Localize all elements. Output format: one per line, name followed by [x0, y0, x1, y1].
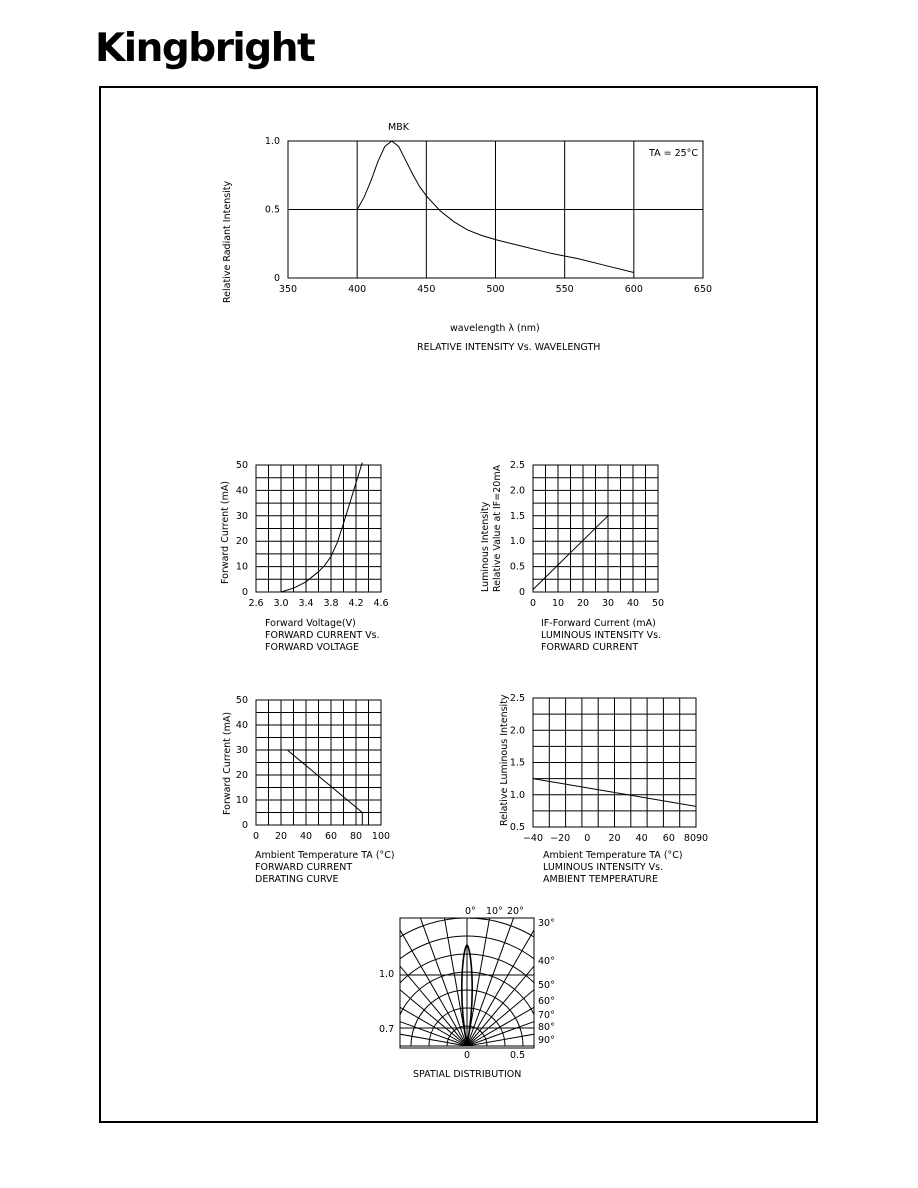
y-tick-label: 50	[235, 695, 248, 706]
radial-label-1.0: 1.0	[379, 969, 395, 980]
x-tick-label: 400	[348, 284, 367, 295]
y-tick-label: 0	[241, 820, 248, 831]
y-axis-label: Relative Radiant Intensity	[222, 180, 233, 303]
x-tick-label: 100	[371, 831, 391, 842]
chart-subtitle: AMBIENT TEMPERATURE	[543, 874, 659, 885]
y-tick-label: 0.5	[509, 822, 525, 833]
y-tick-label: 2.5	[509, 693, 525, 704]
chart-title: RELATIVE INTENSITY Vs. WAVELENGTH	[417, 342, 601, 353]
y-tick-label: 1.0	[264, 136, 280, 147]
y-tick-label: 0	[241, 587, 248, 598]
y-tick-label: 50	[235, 460, 248, 471]
y-axis-label-2: Relative Value at IF=20mA	[492, 464, 503, 592]
y-tick-label: 20	[235, 770, 248, 781]
y-axis-label: Luminous Intensity	[480, 501, 491, 592]
x-tick-label: 3.4	[298, 598, 314, 609]
x-tick-label: 40	[299, 831, 313, 842]
x-tick-label: 60	[324, 831, 338, 842]
x-tick-label: 3.0	[273, 598, 289, 609]
chart-luminous-intensity-current	[480, 460, 664, 653]
chart-forward-current-derating	[222, 695, 395, 885]
radial-label-0.7: 0.7	[379, 1024, 395, 1035]
x-tick-label: 60	[662, 833, 675, 844]
series-label-mbk: MBK	[388, 122, 409, 133]
x-tick-label: 4.6	[373, 598, 389, 609]
y-axis-label: Relative Luminous Intensity	[499, 694, 510, 826]
x-tick-label: 0	[584, 833, 591, 844]
x-tick-label: 3.8	[323, 598, 339, 609]
x-tick-label: 40	[626, 598, 640, 609]
y-tick-label: 10	[235, 561, 248, 573]
angle-label-10: 10°	[486, 906, 503, 917]
x-tick-label: 450	[417, 284, 436, 295]
angle-label-50: 50°	[538, 980, 555, 991]
y-tick-label: 20	[235, 536, 248, 548]
y-tick-label: 40	[235, 485, 248, 497]
chart-title: LUMINOUS INTENSITY Vs.	[541, 630, 662, 641]
x-tick-label: 10	[551, 598, 565, 609]
x-axis-label: Ambient Temperature TA (°C)	[543, 850, 683, 861]
x-tick-label: 30	[601, 598, 615, 609]
x-tick-label: 500	[486, 284, 505, 295]
x-axis-label: wavelength λ (nm)	[450, 323, 540, 334]
x-tick-label: 2.6	[248, 598, 264, 609]
y-tick-label: 2.0	[509, 485, 525, 497]
y-tick-label: 10	[235, 795, 248, 806]
x-tick-label: 550	[555, 284, 574, 295]
chart-title: FORWARD CURRENT	[255, 862, 353, 873]
chart-title: FORWARD CURRENT Vs.	[265, 630, 380, 641]
x-tick-label: −40	[522, 833, 544, 844]
x-axis-label: IF-Forward Current (mA)	[541, 618, 656, 629]
x-tick-label: 40	[635, 833, 648, 844]
y-tick-label: 1.0	[509, 536, 525, 548]
chart-title: LUMINOUS INTENSITY Vs.	[543, 862, 664, 873]
y-tick-label: 0.5	[509, 561, 525, 573]
y-tick-label: 40	[235, 720, 248, 731]
y-axis-label: Forward Current (mA)	[220, 480, 231, 584]
x-tick-label: 600	[624, 284, 643, 295]
ambient-temp-note: TA = 25°C	[649, 148, 699, 159]
x-tick-label: 20	[274, 831, 288, 842]
y-tick-label: 0.5	[264, 204, 280, 216]
x-axis-label: Forward Voltage(V)	[265, 618, 356, 629]
angle-label-90: 90°	[538, 1035, 555, 1046]
x-axis-label: Ambient Temperature TA (°C)	[255, 850, 395, 861]
x-tick-label: 350	[278, 284, 298, 295]
x-tick-label: −20	[550, 833, 571, 844]
y-tick-label: 30	[235, 510, 248, 522]
bottom-label-0.5: 0.5	[510, 1050, 526, 1061]
angle-label-30: 30°	[538, 918, 555, 929]
chart-subtitle: FORWARD VOLTAGE	[265, 642, 360, 653]
x-tick-label: 8090	[683, 833, 709, 844]
angle-label-20: 20°	[507, 906, 524, 917]
y-tick-label: 30	[235, 745, 248, 756]
angle-label-80: 80°	[538, 1022, 555, 1033]
x-tick-label: 4.2	[348, 598, 364, 609]
angle-label-60: 60°	[538, 996, 555, 1007]
chart-relative-intensity-wavelength	[222, 122, 712, 353]
angle-label-40: 40°	[538, 956, 555, 967]
y-axis-label: Forward Current (mA)	[222, 711, 233, 815]
kingbright-logo: Kingbright	[95, 26, 315, 71]
chart-forward-current-voltage	[220, 460, 389, 653]
y-tick-label: 2.0	[509, 725, 525, 737]
chart-subtitle: FORWARD CURRENT	[541, 642, 639, 653]
x-tick-label: 0	[252, 831, 260, 842]
angle-label-70: 70°	[538, 1010, 555, 1021]
x-tick-label: 650	[693, 284, 713, 295]
x-tick-label: 20	[608, 833, 621, 844]
x-tick-label: 50	[651, 598, 665, 609]
chart-luminous-intensity-temperature	[499, 693, 708, 885]
chart-title: SPATIAL DISTRIBUTION	[413, 1069, 522, 1080]
y-tick-label: 0	[273, 273, 280, 284]
y-tick-label: 1.5	[509, 757, 525, 769]
y-tick-label: 2.5	[509, 460, 525, 471]
angle-label-0: 0°	[465, 906, 476, 917]
y-tick-label: 1.0	[509, 789, 525, 801]
x-tick-label: 0	[529, 598, 537, 609]
y-tick-label: 0	[518, 587, 525, 598]
x-tick-label: 80	[349, 831, 363, 842]
y-tick-label: 1.5	[509, 510, 525, 522]
chart-subtitle: DERATING CURVE	[255, 874, 339, 885]
bottom-label-0: 0	[464, 1050, 471, 1061]
x-tick-label: 20	[576, 598, 590, 609]
